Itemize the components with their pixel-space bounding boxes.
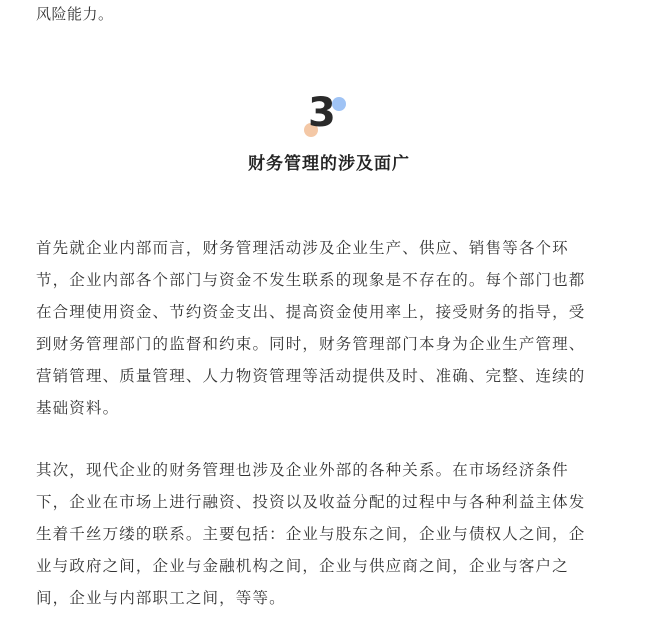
paragraph-external (36, 454, 612, 614)
paragraph-line: 业与政府之间，企业与金融机构之间，企业与供应商之间，企业与客户之 (36, 557, 569, 575)
section-number-badge (304, 90, 350, 141)
paragraph-line: 到财务管理部门的监督和约束。同时，财务管理部门本身为企业生产管理、 (36, 335, 586, 353)
paragraph-line: 节，企业内部各个部门与资金不发生联系的现象是不存在的。每个部门也都 (36, 271, 586, 289)
top-text-fragment: 风险能力。 (36, 5, 114, 23)
paragraph-line: 基础资料。 (36, 399, 120, 417)
paragraph-line: 其次，现代企业的财务管理也涉及企业外部的各种关系。在市场经济条件 (36, 461, 569, 479)
paragraph-line: 首先就企业内部而言，财务管理活动涉及企业生产、供应、销售等各个环 (36, 239, 569, 257)
paragraph-internal (36, 232, 612, 424)
paragraph-line: 营销管理、质量管理、人力物资管理等活动提供及时、准确、完整、连续的 (36, 367, 586, 385)
section-title: 财务管理的涉及面广 (248, 154, 410, 174)
paragraph-line: 生着千丝万缕的联系。主要包括：企业与股东之间，企业与债权人之间，企 (36, 525, 586, 543)
section-header (0, 90, 658, 175)
paragraph-line: 在合理使用资金、节约资金支出、提高资金使用率上，接受财务的指导，受 (36, 303, 586, 321)
paragraph-line: 下，企业在市场上进行融资、投资以及收益分配的过程中与各种利益主体发 (36, 493, 586, 511)
section-number: 3 (308, 90, 336, 136)
paragraph-line: 间，企业与内部职工之间，等等。 (36, 589, 286, 607)
